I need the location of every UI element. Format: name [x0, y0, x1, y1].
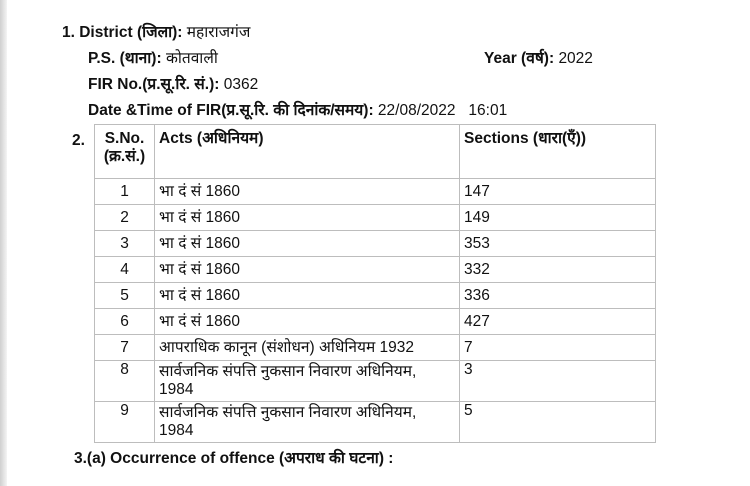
- row-sno: 5: [95, 283, 155, 309]
- row-act: भा दं सं 1860: [155, 205, 460, 231]
- district-value: महाराजगंज: [186, 24, 251, 41]
- row-sno: 9: [95, 402, 155, 443]
- row-sno: 2: [95, 205, 155, 231]
- table-row: [95, 179, 656, 205]
- police-station-line: [88, 46, 218, 68]
- row-act-line2: 1984: [159, 381, 194, 398]
- row-section: 7: [460, 335, 656, 361]
- col-header-sno-hindi: (क्र.सं.): [103, 148, 146, 165]
- row-section: 3: [460, 361, 656, 402]
- section-3-occurrence-heading: 3.(a) Occurrence of offence (अपराध की घटना) :: [74, 450, 394, 467]
- row-act: भा दं सं 1860: [155, 257, 460, 283]
- district-label: 1. District (जिला):: [62, 24, 183, 41]
- district-line: [62, 20, 250, 42]
- table-row: [95, 257, 656, 283]
- fir-value: 0362: [223, 76, 259, 93]
- row-act: भा दं सं 1860: [155, 309, 460, 335]
- row-sno: 3: [95, 231, 155, 257]
- row-section: 5: [460, 402, 656, 443]
- fir-label: FIR No.(प्र.सू.रि. सं.):: [88, 76, 220, 93]
- table-row: [95, 205, 656, 231]
- row-act: [155, 402, 460, 443]
- col-header-sno: [95, 125, 155, 179]
- row-act: आपराधिक कानून (संशोधन) अधिनियम 1932: [155, 335, 460, 361]
- row-act-line1: सार्वजनिक संपत्ति नुकसान निवारण अधिनियम,: [159, 404, 417, 421]
- col-header-acts: Acts (अधिनियम): [155, 125, 460, 179]
- row-act-line1: सार्वजनिक संपत्ति नुकसान निवारण अधिनियम,: [159, 363, 417, 380]
- ps-label: P.S. (थाना):: [88, 50, 162, 67]
- row-sno: 6: [95, 309, 155, 335]
- ps-value: कोतवाली: [165, 50, 218, 67]
- row-section: 427: [460, 309, 656, 335]
- row-section: 353: [460, 231, 656, 257]
- datetime-value: 22/08/2022 16:01: [377, 102, 508, 119]
- table-row: [95, 361, 656, 402]
- row-sno: 7: [95, 335, 155, 361]
- fir-datetime-line: [88, 98, 507, 120]
- year-line: [484, 46, 593, 68]
- table-row: [95, 402, 656, 443]
- table-row: [95, 309, 656, 335]
- row-sno: 8: [95, 361, 155, 402]
- section-2-number: 2.: [72, 132, 85, 149]
- row-act-line2: 1984: [159, 422, 194, 439]
- row-act: भा दं सं 1860: [155, 231, 460, 257]
- row-section: 149: [460, 205, 656, 231]
- year-label: Year (वर्ष):: [484, 50, 555, 67]
- fir-number-line: [88, 72, 258, 94]
- row-act: भा दं सं 1860: [155, 179, 460, 205]
- acts-sections-table: [94, 124, 656, 443]
- col-header-sections: Sections (धारा(एँ)): [460, 125, 656, 179]
- row-sno: 1: [95, 179, 155, 205]
- table-header-row: [95, 125, 656, 179]
- row-sno: 4: [95, 257, 155, 283]
- table-row: [95, 335, 656, 361]
- table-row: [95, 231, 656, 257]
- row-act: [155, 361, 460, 402]
- datetime-label: Date &Time of FIR(प्र.सू.रि. की दिनांक/समय):: [88, 102, 374, 119]
- year-value: 2022: [558, 50, 593, 67]
- row-section: 336: [460, 283, 656, 309]
- row-section: 332: [460, 257, 656, 283]
- row-section: 147: [460, 179, 656, 205]
- col-header-sno-label: S.No.: [104, 130, 145, 147]
- table-row: [95, 283, 656, 309]
- row-act: भा दं सं 1860: [155, 283, 460, 309]
